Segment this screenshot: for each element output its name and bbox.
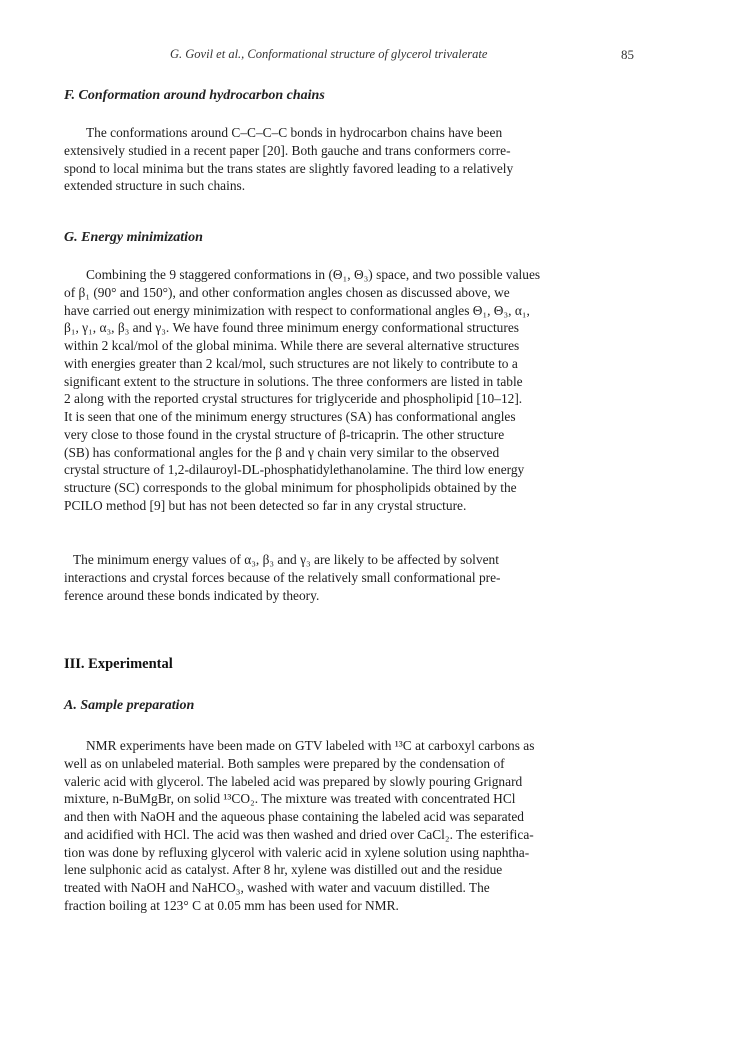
text-line: fraction boiling at 123° C at 0.05 mm has been used for NMR. xyxy=(64,897,399,913)
text-line: Combining the 9 staggered conformations in (Θ₁, Θ₃) space, and two possible values xyxy=(86,267,541,282)
text-line: well as on unlabeled material. Both samples were prepared by the condensation of xyxy=(64,755,505,771)
text-line: spond to local minima but the trans states are slightly favored leading to a relatively xyxy=(64,160,514,176)
text-line: interactions and crystal forces because of the relatively small conformational pre- xyxy=(64,569,501,585)
section-g-paragraph-2 xyxy=(64,551,662,604)
text-line: crystal structure of 1,2-dilauroyl-DL-phosphatidylethanolamine. The third low energy xyxy=(64,462,525,478)
text-line: tion was done by refluxing glycerol with valeric acid in xylene solution using naphtha- xyxy=(64,844,530,860)
running-title: G. Govil et al., Conformational structure of glycerol trivalerate xyxy=(170,47,488,61)
text-line: with energies greater than 2 kcal/mol, such structures are not likely to contribute to a xyxy=(64,355,518,371)
text-line: treated with NaOH and NaHCO₃, washed with water and vacuum distilled. The xyxy=(64,880,490,895)
text-line: The minimum energy values of α₃, β₃ and γ₃ are likely to be affected by solvent xyxy=(73,552,499,567)
section-iii-heading: III. Experimental xyxy=(64,656,173,672)
text-line: (SB) has conformational angles for the β and γ chain very similar to the observed xyxy=(64,444,500,460)
text-line: extensively studied in a recent paper [20]. Both gauche and trans conformers corre- xyxy=(64,142,511,158)
text-line: The conformations around C–C–C–C bonds in hydrocarbon chains have been xyxy=(86,125,503,140)
text-line: structure (SC) corresponds to the global minimum for phospholipids obtained by the xyxy=(64,480,517,495)
text-line: β₁, γ₁, α₃, β₃ and γ₃. We have found three minimum energy conformational structures xyxy=(64,320,519,336)
text-line: and then with NaOH and the aqueous phase containing the labeled acid was separated xyxy=(64,809,524,824)
text-line: It is seen that one of the minimum energy structures (SA) has conformational angles xyxy=(64,409,516,424)
section-g-heading: G. Energy minimization xyxy=(64,230,203,245)
page-number: 85 xyxy=(621,47,634,62)
text-line: very close to those found in the crystal structure of β-tricaprin. The other structure xyxy=(64,426,505,442)
text-line: 2 along with the reported crystal structures for triglyceride and phospholipid [10–12]. xyxy=(64,391,523,407)
text-line: within 2 kcal/mol of the global minima. While there are several alternative structures xyxy=(64,338,520,353)
section-f-heading: F. Conformation around hydrocarbon chains xyxy=(64,88,325,103)
text-line: ference around these bonds indicated by theory. xyxy=(64,587,320,603)
text-line: mixture, n-BuMgBr, on solid ¹³CO₂. The mixture was treated with concentrated HCl xyxy=(64,791,516,807)
section-g-paragraph-1 xyxy=(64,266,662,515)
section-a-heading: A. Sample preparation xyxy=(64,698,195,713)
text-line: significant extent to the structure in solutions. The three conformers are listed in table xyxy=(64,373,523,389)
text-line: and acidified with HCl. The acid was then washed and dried over CaCl₂. The esterifica- xyxy=(64,826,534,842)
section-f-paragraph xyxy=(64,124,662,195)
text-line: NMR experiments have been made on GTV labeled with ¹³C at carboxyl carbons as xyxy=(86,738,535,753)
text-line: valeric acid with glycerol. The labeled acid was prepared by slowly pouring Grignard xyxy=(64,773,523,789)
text-line: of β₁ (90° and 150°), and other conformation angles chosen as discussed above, we xyxy=(64,284,510,300)
section-a-paragraph xyxy=(64,737,662,915)
text-line: extended structure in such chains. xyxy=(64,178,246,194)
text-line: lene sulphonic acid as catalyst. After 8 hr, xylene was distilled out and the residue xyxy=(64,862,503,878)
text-line: PCILO method [9] but has not been detected so far in any crystal structure. xyxy=(64,497,467,513)
text-line: have carried out energy minimization with respect to conformational angles Θ₁, Θ₃, α₁, xyxy=(64,302,530,318)
